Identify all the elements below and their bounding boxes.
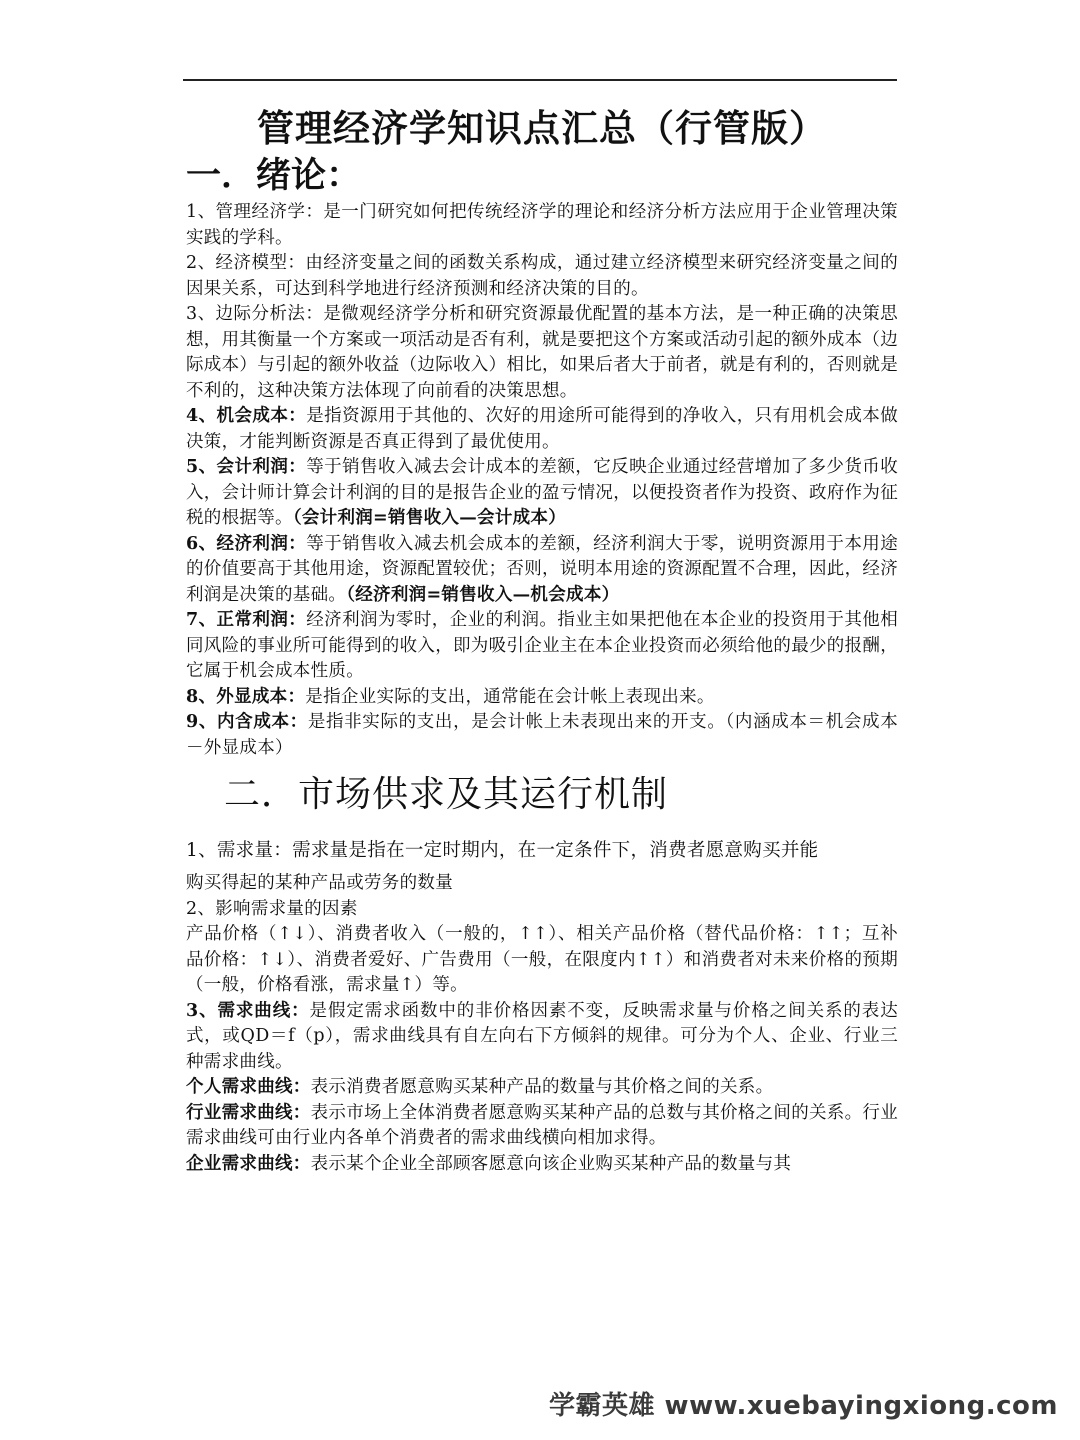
item-3 [186, 302, 898, 404]
item-2-text: 由经济变量之间的函数关系构成，通过建立经济模型来研究经济变量之间的因果关系，可达到科学地进行经济预测和经济决策的目的。 [186, 253, 898, 299]
section-2-heading: 二．市场供求及其运行机制 [224, 774, 669, 815]
item-4-text: 是指资源用于其他的、次好的用途所可能得到的净收入，只有用机会成本做决策，才能判断资源是否真正得到了最优使用。 [186, 406, 898, 452]
item-5-text: 等于销售收入减去会计成本的差额，它反映企业通过经营增加了多少货币收入，会计师计算会计利润的目的是报告企业的盈亏情况，以便投资者作为投资、政府作为征税的根据等。 [186, 457, 898, 528]
firm-demand-curve [186, 1152, 898, 1178]
section-1-heading: 一．绪论： [186, 155, 362, 196]
factors-text: 产品价格（↑↓）、消费者收入（一般的，↑↑）、相关产品价格（替代品价格：↑↑；互补品价格：↑↓）、消费者爱好、广告费用（一般，在限度内↑↑）和消费者对未来价格的预期（一般，价格看涨，需求量↑）等。 [186, 924, 898, 995]
demand-curve-text: 是假定需求函数中的非价格因素不变，反映需求量与价格之间关系的表达式，或QD＝f（p），需求曲线具有自左向右下方倾斜的规律。可分为个人、企业、行业三种需求曲线。 [186, 1000, 898, 1072]
item-1-label: 1、管理经济学： [186, 202, 324, 222]
watermark: 学霸英雄 www.xuebayingxiong.com [549, 1391, 1058, 1421]
item-9-label: 9、内含成本： [186, 712, 308, 732]
industry-label: 行业需求曲线： [186, 1102, 311, 1123]
item-8-label: 8、外显成本： [186, 686, 306, 707]
document-page [186, 96, 898, 1177]
header-rule [183, 79, 897, 81]
item-1-text: 是一门研究如何把传统经济学的理论和经济分析方法应用于企业管理决策实践的学科。 [186, 202, 898, 248]
item-9-text: 是指非实际的支出，是会计帐上未表现出来的开支。（内涵成本＝机会成本－外显成本） [186, 712, 898, 758]
item-5-formula: （会计利润=销售收入—会计成本） [292, 508, 567, 528]
item-8 [186, 685, 898, 711]
item-4 [186, 404, 898, 455]
factors-heading: 2、影响需求量的因素 [186, 898, 358, 919]
industry-text: 表示市场上全体消费者愿意购买某种产品的总数与其价格之间的关系。行业需求曲线可由行业内各单个消费者的需求曲线横向相加求得。 [186, 1102, 899, 1148]
item-8-text: 是指企业实际的支出，通常能在会计帐上表现出来。 [305, 686, 715, 707]
item-7-label: 7、正常利润： [186, 610, 307, 630]
item-7-text: 经济利润为零时，企业的利润。指业主如果把他在本企业的投资用于其他相同风险的事业所可能得到的收入，即为吸引企业主在本企业投资而必须给他的最少的报酬，它属于机会成本性质。 [186, 610, 898, 681]
individual-text: 表示消费者愿意购买某种产品的数量与其价格之间的关系。 [310, 1077, 774, 1097]
item-6 [186, 532, 898, 609]
item-9 [186, 710, 898, 761]
demand-curve-label: 3、需求曲线： [186, 1000, 310, 1021]
document-title: 管理经济学知识点汇总（行管版） [257, 106, 827, 150]
item-5-label: 5、会计利润： [186, 457, 307, 477]
item-2-label: 2、经济模型： [186, 253, 306, 273]
firm-label: 企业需求曲线： [186, 1153, 311, 1174]
item-3-label: 3、边际分析法： [186, 304, 324, 324]
industry-demand-curve [186, 1101, 898, 1152]
demand-quantity-line2: 购买得起的某种产品或劳务的数量 [186, 873, 453, 893]
item-2 [186, 251, 898, 302]
item-4-label: 4、机会成本： [186, 406, 307, 426]
item-7 [186, 608, 898, 685]
item-6-label: 6、经济利润： [186, 533, 307, 554]
item-6-formula: （经济利润=销售收入—机会成本） [346, 584, 620, 605]
item-1 [186, 200, 898, 251]
individual-demand-curve [186, 1075, 898, 1101]
item-3-text: 是微观经济学分析和研究资源最优配置的基本方法，是一种正确的决策思想，用其衡量一个方案或一项活动是否有利，就是要把这个方案或活动引起的额外成本（边际成本）与引起的额外收益（边际收入）相比，如果后者大于前者，就是有利的，否则就是不利的，这种决策方法体现了向前看的决策思想。 [186, 304, 898, 401]
firm-text: 表示某个企业全部顾客愿意向该企业购买某种产品的数量与其 [310, 1153, 792, 1174]
item-5 [186, 455, 898, 532]
demand-curve [186, 999, 898, 1076]
demand-quantity-line1: 1、需求量：需求量是指在一定时期内，在一定条件下，消费者愿意购买并能 [186, 840, 819, 861]
individual-label: 个人需求曲线： [186, 1077, 311, 1097]
item-6-text: 等于销售收入减去机会成本的差额，经济利润大于零，说明资源用于本用途的价值要高于其他用途，资源配置较优；否则，说明本用途的资源配置不合理，因此，经济利润是决策的基础。 [186, 533, 898, 605]
